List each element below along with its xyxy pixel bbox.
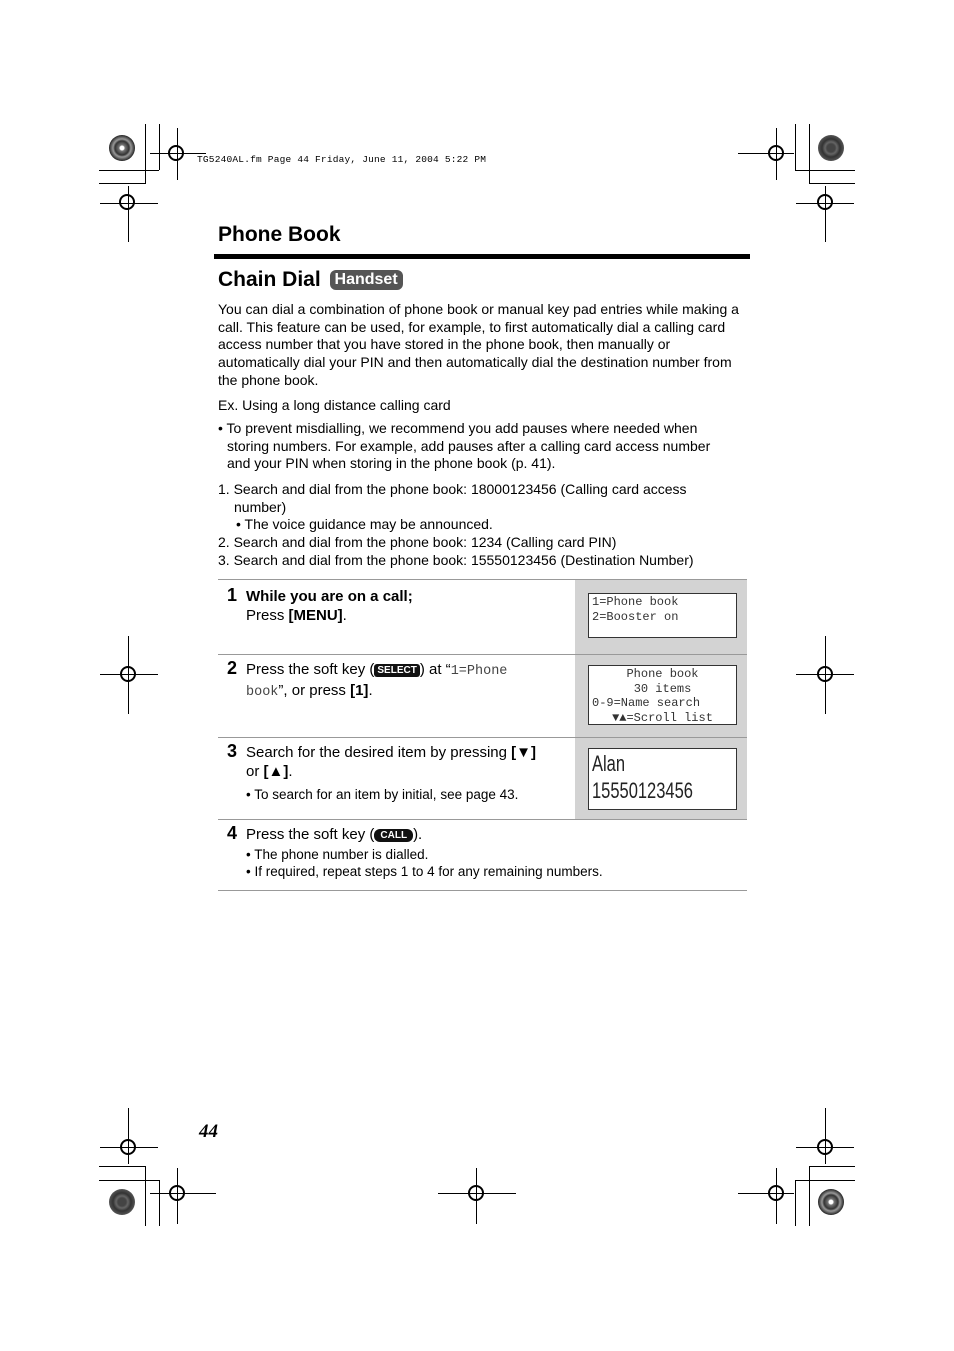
section-title: Phone Book (218, 223, 341, 246)
list-item: 3. Search and dial from the phone book: 15550123456 (Destination Number) (218, 551, 694, 568)
lcd-text-ref: book (246, 685, 279, 700)
step-row (218, 654, 747, 737)
step-note: • The phone number is dialled. (246, 847, 429, 862)
step-line (246, 606, 413, 625)
page-title (218, 268, 403, 292)
tip-line: and your PIN when storing in the phone book (p. 41). (227, 455, 556, 472)
step-number: 4 (227, 823, 238, 843)
color-target-icon (818, 1189, 844, 1215)
step-text-fragment: ) at “ (419, 661, 451, 678)
list-item: number) (234, 498, 287, 515)
lcd-text-ref: 1=Phone (450, 664, 508, 679)
step-row (218, 579, 747, 654)
file-info-header: TG5240AL.fm Page 44 Friday, June 11, 2004 5:22 PM (197, 154, 487, 165)
list-item-note: • The voice guidance may be announced. (236, 516, 493, 533)
step-note: • If required, repeat steps 1 to 4 for any remaining numbers. (246, 864, 603, 879)
lcd-screen (588, 748, 737, 810)
menu-key: [MENU] (288, 607, 343, 624)
lcd-line: 0-9=Name search (592, 696, 701, 710)
step-text (246, 825, 726, 880)
registration-mark-icon (817, 1139, 833, 1155)
step-line (246, 762, 566, 781)
lcd-line: 30 items (633, 681, 692, 696)
step-number: 3 (227, 741, 238, 761)
list-item: 2. Search and dial from the phone book: 1234 (Calling card PIN) (218, 534, 617, 551)
call-softkey-icon: CALL (374, 829, 413, 842)
step-text-fragment: ). (413, 826, 423, 843)
list-item: 1. Search and dial from the phone book: 18000123456 (Calling card access (218, 481, 687, 497)
step-text-fragment: or (246, 763, 264, 780)
lcd-line: 1=Phone book (592, 595, 679, 609)
page-number: 44 (199, 1121, 218, 1142)
registration-mark-icon (168, 145, 184, 161)
intro-paragraph: You can dial a combination of phone book or manual key pad entries while making a call. This feature can be used, for example, to first automatically dial a calling card access number that you have stored in the phone book, then manually or automatically dial your PIN and then automatically dial the destination number from the phone book. (218, 301, 739, 388)
select-softkey-icon: SELECT (374, 664, 419, 677)
tip-line: • To prevent misdialling, we recommend you add pauses where needed when (218, 420, 698, 436)
lcd-line: 2=Booster on (592, 609, 679, 624)
registration-mark-icon (817, 666, 833, 682)
step-text (246, 660, 546, 702)
registration-mark-icon (169, 1185, 185, 1201)
registration-mark-icon (120, 1139, 136, 1155)
step-row (218, 737, 747, 819)
step-text-fragment: . (342, 607, 347, 624)
steps-table (218, 579, 747, 891)
section-divider (214, 254, 750, 259)
example-steps-list (218, 481, 748, 570)
step-line (246, 825, 726, 844)
step-line: While you are on a call; (246, 588, 413, 605)
registration-mark-icon (768, 1185, 784, 1201)
step-text (246, 743, 566, 803)
chain-dial-title: Chain Dial (218, 268, 321, 291)
lcd-screen (588, 593, 737, 638)
handset-badge: Handset (330, 270, 403, 290)
registration-mark-icon (817, 194, 833, 210)
tip-line: storing numbers. For example, add pauses after a calling card access number (227, 437, 711, 454)
step-text-fragment: . (368, 682, 373, 699)
step-text-fragment: ”, or press (278, 682, 351, 699)
lcd-line: ▼▲=Scroll list (612, 710, 713, 725)
color-target-icon (109, 1189, 135, 1215)
up-key: [▲] (263, 763, 289, 780)
registration-mark-icon (768, 145, 784, 161)
lcd-line: Alan (592, 751, 626, 776)
registration-mark-icon (119, 194, 135, 210)
step-number: 2 (227, 658, 238, 678)
registration-mark-icon (120, 666, 136, 682)
step-text-fragment: . (288, 763, 293, 780)
color-target-icon (109, 135, 135, 161)
step-note: • To search for an item by initial, see page 43. (246, 787, 519, 802)
color-target-icon (818, 135, 844, 161)
lcd-line: Phone book (626, 667, 699, 681)
key-1: [1] (350, 682, 369, 699)
step-text-fragment: Search for the desired item by pressing (246, 744, 512, 761)
step-line (246, 743, 566, 762)
step-text (246, 587, 413, 625)
lcd-screen (588, 665, 737, 725)
step-number: 1 (227, 585, 238, 605)
step-text-fragment: Press the soft key ( (246, 826, 375, 843)
tip-note (218, 420, 738, 473)
step-text-fragment: Press the soft key ( (246, 661, 375, 678)
lcd-line: 15550123456 (592, 778, 693, 803)
step-row (218, 819, 747, 891)
step-text-fragment: Press (246, 607, 289, 624)
example-label: Ex. Using a long distance calling card (218, 397, 451, 413)
registration-mark-icon (468, 1185, 484, 1201)
down-key: [▼] (511, 744, 536, 761)
